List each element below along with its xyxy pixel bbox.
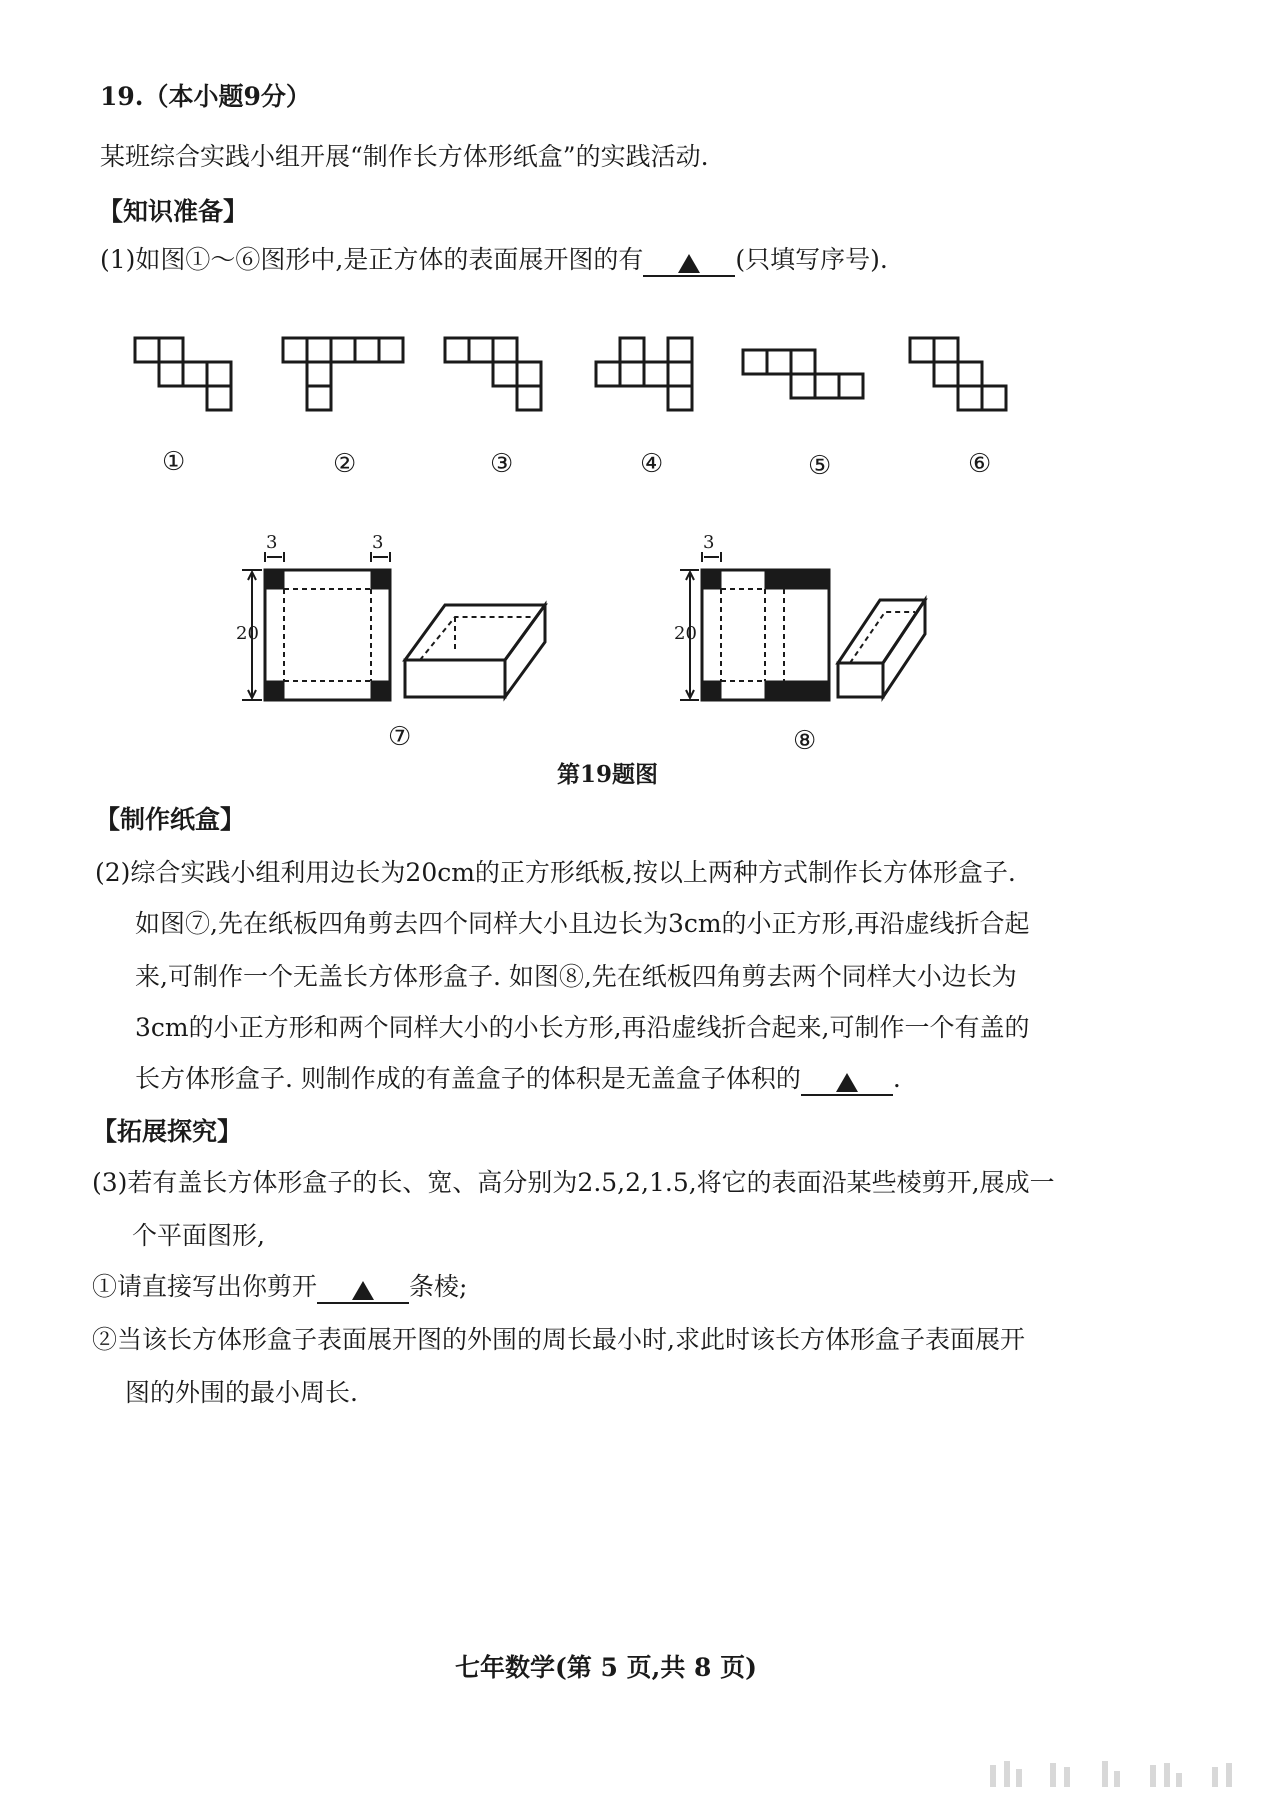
figure-label-7: ⑦ xyxy=(388,722,412,752)
q3b-line-1: ②当该长方体形盒子表面展开图的外围的周长最小时,求此时该长方体形盒子表面展开 xyxy=(92,1325,1025,1354)
figure-label-2: ② xyxy=(333,449,357,479)
cube-nets-figure xyxy=(0,0,1280,800)
q1-suffix: (只填写序号). xyxy=(735,245,888,274)
section-extension: 【拓展探究】 xyxy=(92,1117,243,1146)
figure-caption: 第19题图 xyxy=(557,761,659,788)
q2-line-5-suffix: . xyxy=(892,1064,901,1093)
figure-label-1: ① xyxy=(162,447,186,477)
q1-prefix: (1)如图①～⑥图形中,是正方体的表面展开图的有 xyxy=(100,245,644,274)
net-1 xyxy=(135,338,231,410)
dim-3-a: 3 xyxy=(266,532,278,553)
dim-20-a: 20 xyxy=(236,623,259,644)
net-3 xyxy=(445,338,541,410)
figure-label-8: ⑧ xyxy=(793,726,817,756)
figure-label-4: ④ xyxy=(640,449,664,479)
section-knowledge: 【知识准备】 xyxy=(98,197,249,226)
dim-3-b: 3 xyxy=(372,532,384,553)
net-5 xyxy=(743,350,863,398)
triangle-icon xyxy=(352,1281,374,1300)
q2-line-3: 来,可制作一个无盖长方体形盒子. 如图⑧,先在纸板四角剪去两个同样大小边长为 xyxy=(135,962,1017,991)
q3a-line xyxy=(92,1270,467,1304)
figure-7 xyxy=(242,552,545,700)
figure-label-5: ⑤ xyxy=(808,451,832,481)
q3-line-1: (3)若有盖长方体形盒子的长、宽、高分别为2.5,2,1.5,将它的表面沿某些棱剪开,展成一 xyxy=(92,1168,1055,1197)
q3a-answer-blank[interactable] xyxy=(317,1272,409,1304)
q2-line-4: 3cm的小正方形和两个同样大小的小长方形,再沿虚线折合起来,可制作一个有盖的 xyxy=(135,1013,1030,1042)
section-make-box: 【制作纸盒】 xyxy=(95,805,246,834)
q2-line-1: (2)综合实践小组利用边长为20cm的正方形纸板,按以上两种方式制作长方体形盒子. xyxy=(95,858,1016,887)
question-intro: 某班综合实践小组开展“制作长方体形纸盒”的实践活动. xyxy=(100,142,709,171)
net-2 xyxy=(283,338,403,410)
figure-label-6: ⑥ xyxy=(968,449,992,479)
q3a-suffix: 条棱; xyxy=(409,1272,468,1301)
net-6 xyxy=(910,338,1006,410)
watermark-bars xyxy=(990,1759,1240,1787)
dim-3-c: 3 xyxy=(703,532,715,553)
question-header: 19.（本小题9分） xyxy=(100,82,311,111)
triangle-icon xyxy=(836,1073,858,1092)
net-4 xyxy=(596,338,692,410)
figure-8 xyxy=(680,552,925,700)
page-footer: 七年数学(第 5 页,共 8 页) xyxy=(455,1653,757,1682)
q2-line-5-prefix: 长方体形盒子. 则制作成的有盖盒子的体积是无盖盒子体积的 xyxy=(135,1064,801,1093)
q2-answer-blank[interactable] xyxy=(801,1064,893,1096)
q3b-line-2: 图的外围的最小周长. xyxy=(125,1378,358,1407)
figure-label-3: ③ xyxy=(490,449,514,479)
q2-line-5 xyxy=(135,1062,901,1096)
q2-line-2: 如图⑦,先在纸板四角剪去四个同样大小且边长为3cm的小正方形,再沿虚线折合起 xyxy=(135,909,1030,938)
q3a-prefix: ①请直接写出你剪开 xyxy=(92,1272,318,1301)
q3-line-2: 个平面图形, xyxy=(132,1221,265,1250)
dim-20-b: 20 xyxy=(674,623,697,644)
